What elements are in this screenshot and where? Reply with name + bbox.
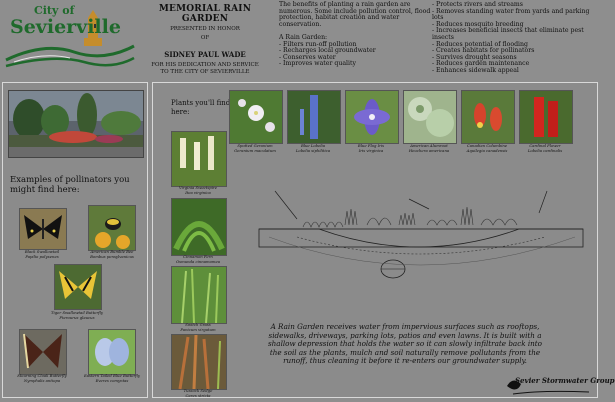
dedication-line2: TO THE CITY OF SEVIERVILLE	[160, 69, 250, 75]
benefit-line: - Recharges local groundwater	[279, 47, 376, 55]
plant-latin: Iris virginica	[358, 147, 384, 153]
pollinator-heading: Examples of pollinators you might find here:	[10, 175, 130, 195]
plant-name: Spotted Geranium	[237, 143, 273, 148]
plants-heading: Plants you'll find here:	[171, 99, 231, 116]
garden-photo	[8, 90, 144, 158]
presented-text: PRESENTED IN HONOR	[170, 26, 240, 32]
pollinator-latin: Nymphalis antiopa	[23, 377, 61, 383]
benefit-line: The benefits of planting a rain garden are	[279, 1, 411, 8]
plant-name: Cardinal Flower	[529, 143, 561, 148]
plant-latin: Geranium maculatum	[234, 147, 276, 153]
plant-name: Blue Flag Iris	[357, 143, 385, 148]
benefit-line: A Rain Garden:	[279, 33, 328, 41]
benefit-line: insects	[432, 33, 454, 41]
plant-caption-1	[283, 144, 343, 153]
benefit-line: - Creates habitats for pollinators	[432, 47, 535, 55]
rain-garden-diagram	[249, 185, 593, 295]
plant-caption-3	[399, 144, 459, 153]
pollinator-latin: Bombus pensylvanicus	[90, 253, 134, 259]
benefit-line: - Protects rivers and streams	[432, 1, 523, 8]
plant-latin: Aquilegia canadensis	[466, 147, 508, 153]
switch-grass-photo	[171, 266, 227, 324]
pollinator-name: Black Swallowtail	[24, 249, 60, 254]
pollinator-caption-4	[79, 374, 145, 383]
pollinator-latin: Everes comyntas	[95, 377, 129, 383]
plant-latin: Lobelia cardinalis	[527, 147, 563, 153]
pollinator-panel	[2, 82, 148, 398]
benefit-line: - Filters run-off pollution	[279, 40, 357, 48]
pollinator-latin: Pterourus glaucus	[59, 314, 95, 320]
cinnamon-fern-photo	[171, 198, 227, 256]
eastern-tailed-blue-photo	[88, 329, 136, 375]
plants-panel	[152, 82, 615, 398]
pollinator-name: American Bumble Bee	[90, 249, 134, 254]
plant-latin: Panicum virgatum	[180, 326, 216, 332]
pollinator-latin: Papilio polyxenes	[25, 253, 59, 259]
pollinator-name: Tiger Swallowtail Butterfly	[51, 310, 103, 315]
benefit-line: protection, habitat creation and water	[279, 14, 400, 22]
plant-name: Tussock Sedge	[183, 388, 213, 393]
benefits-right	[432, 2, 600, 75]
benefit-line: - Removes standing water from yards and parking lots	[432, 7, 590, 22]
plant-name: Switch Grass	[185, 322, 211, 327]
title-block	[140, 4, 270, 76]
garden-title: MEMORIAL RAIN GARDEN	[158, 4, 252, 24]
pollinator-caption-1	[79, 250, 145, 259]
benefit-line: - Conserves water	[279, 53, 336, 61]
mourning-cloak-photo	[19, 329, 67, 375]
sponsor-name: Sevier Stormwater Group	[515, 376, 615, 385]
plant-name: Cinnamon Fern	[183, 254, 213, 259]
plant-caption-2	[341, 144, 401, 153]
plant-latin: Lobelia siphilitica	[295, 147, 331, 153]
plant-caption-5	[515, 144, 575, 153]
tiger-swallowtail-photo	[54, 264, 102, 310]
blue-flag-iris-photo	[345, 90, 399, 144]
benefits-left	[279, 2, 431, 68]
city-logo	[4, 2, 136, 74]
side-plant-caption-2	[167, 323, 229, 332]
pollinator-caption-3	[9, 374, 75, 383]
plant-latin: Itea virginica	[185, 189, 211, 195]
plant-caption-4	[457, 144, 517, 153]
blue-lobelia-photo	[287, 90, 341, 144]
benefit-line: - Reduces garden maintenance	[432, 60, 530, 68]
american-alumroot-photo	[403, 90, 457, 144]
spotted-geranium-photo	[229, 90, 283, 144]
plant-caption-0	[225, 144, 285, 153]
benefit-line: - Improves water quality	[279, 60, 356, 68]
benefit-line: - Survives drought seasons	[432, 53, 517, 61]
logo-line1: City of	[34, 4, 75, 17]
plant-latin: Osmunda cinnamomea	[176, 258, 220, 264]
dedication-line1: FOR HIS DEDICATION AND SERVICE	[151, 62, 259, 68]
logo-line2: Sevierville	[10, 16, 121, 38]
of-text: OF	[200, 35, 210, 41]
header	[0, 0, 600, 78]
plant-latin: Carex stricta	[185, 392, 211, 398]
pollinator-name: Mourning Cloak Butterfly	[17, 373, 67, 378]
bumble-bee-photo	[88, 205, 136, 251]
canadian-columbine-photo	[461, 90, 515, 144]
benefit-line: - Reduces potential of flooding	[432, 40, 528, 48]
rain-garden-description: A Rain Garden receives water from impervious surfaces such as rooftops, sidewalks, driveways, parking lots, patios and even lawns. It is built with a shallow depression that holds the water so it can slowly infiltrate back into the soil as the plants, mulch and soil naturally remove pollutants from the runoff, thus cleaning it before it re-enters our groundwater supply.	[267, 322, 543, 366]
plant-name: Virginia Sweetspire	[178, 185, 217, 190]
black-swallowtail-photo	[19, 208, 67, 250]
plant-name: Blue Lobelia	[300, 143, 326, 148]
tussock-sedge-photo	[171, 334, 227, 390]
pollinator-caption-2	[43, 311, 111, 320]
side-plant-caption-1	[167, 255, 229, 264]
side-plant-caption-3	[167, 389, 229, 398]
benefit-line: - Enhances sidewalk appeal	[432, 66, 519, 74]
benefit-line: - Reduces mosquito breeding	[432, 20, 524, 28]
side-plant-caption-0	[167, 186, 229, 195]
virginia-sweetspire-photo	[171, 131, 227, 187]
plant-name: American Alumroot	[410, 143, 448, 148]
benefit-line: conservation.	[279, 20, 322, 28]
plant-name: Canadian Columbine	[466, 143, 508, 148]
sponsor-logo	[503, 374, 615, 398]
honoree-name: SIDNEY PAUL WADE	[164, 50, 246, 59]
cardinal-flower-photo	[519, 90, 573, 144]
pollinator-caption-0	[9, 250, 75, 259]
benefit-line: - Increases beneficial insects that eliminate pest	[432, 27, 584, 35]
plant-latin: Heuchera americana	[408, 147, 450, 153]
benefit-line: numerous. Some include pollution control, flood	[279, 7, 431, 15]
pollinator-name: Eastern Tailed Blue Butterfly	[84, 373, 140, 378]
